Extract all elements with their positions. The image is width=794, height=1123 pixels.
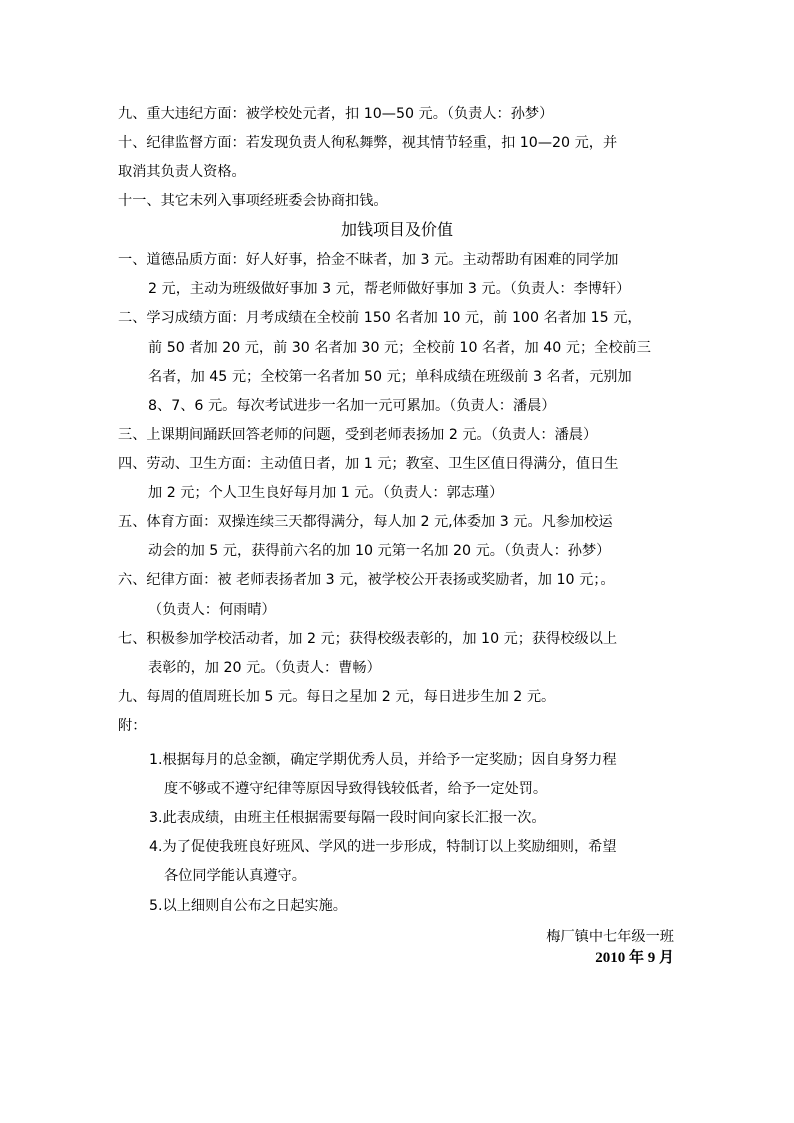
list-item: 二、学习成绩方面：月考成绩在全校前 150 名者加 10 元，前 100 名者加 15 元，	[118, 310, 642, 326]
list-item: 2 元，主动为班级做好事加 3 元，帮老师做好事加 3 元。（负责人：李博轩）	[148, 281, 631, 297]
signature: 梅厂镇中七年级一班	[546, 929, 674, 945]
appendix-item: 5.以上细则自公布之日起实施。	[149, 898, 347, 914]
appendix-item: 3.此表成绩，由班主任根据需要每隔一段时间向家长汇报一次。	[149, 810, 546, 826]
list-item: （负责人：何雨晴）	[148, 602, 276, 618]
appendix-item: 1.根据每月的总金额，确定学期优秀人员，并给予一定奖励；因自身努力程	[149, 752, 617, 768]
section-title: 加钱项目及价值	[340, 220, 453, 239]
text-line: 取消其负责人资格。	[118, 164, 246, 180]
list-item: 七、积极参加学校活动者，加 2 元；获得校级表彰的，加 10 元；获得校级以上	[118, 631, 618, 647]
list-item: 加 2 元；个人卫生良好每月加 1 元。（负责人：郭志瑾）	[148, 485, 504, 501]
appendix-item: 4.为了促使我班良好班风、学风的进一步形成，特制订以上奖励细则，希望	[149, 839, 617, 855]
list-item: 五、体育方面：双操连续三天都得满分，每人加 2 元,体委加 3 元。凡参加校运	[118, 514, 613, 530]
list-item: 动会的加 5 元，获得前六名的加 10 元第一名加 20 元。（负责人：孙梦）	[148, 543, 611, 559]
list-item: 九、每周的值周班长加 5 元。每日之星加 2 元，每日进步生加 2 元。	[118, 689, 556, 705]
list-item: 表彰的，加 20 元。（负责人：曹畅）	[148, 660, 381, 676]
date: 2010 年 9 月	[595, 950, 674, 966]
list-item: 名者，加 45 元；全校第一名者加 50 元；单科成绩在班级前 3 名者，元别加	[148, 369, 632, 385]
list-item: 8、7、6 元。每次考试进步一名加一元可累加。（负责人：潘晨）	[148, 398, 556, 414]
text-line: 十一、其它未列入事项经班委会协商扣钱。	[118, 193, 388, 209]
list-item: 三、上课期间踊跃回答老师的问题，受到老师表扬加 2 元。（负责人：潘晨）	[118, 427, 598, 443]
list-item: 六、纪律方面：被 老师表扬者加 3 元，被学校公开表扬或奖励者，加 10 元；。	[118, 572, 615, 588]
text-line: 十、纪律监督方面：若发现负责人徇私舞弊，视其情节轻重，扣 10—20 元，并	[118, 135, 618, 151]
appendix-item: 度不够或不遵守纪律等原因导致得钱较低者，给予一定处罚。	[164, 781, 548, 797]
appendix-label: 附：	[118, 718, 147, 734]
text-line: 九、重大违纪方面：被学校处元者，扣 10—50 元。（负责人：孙梦）	[118, 106, 554, 122]
appendix-item: 各位同学能认真遵守。	[164, 868, 306, 884]
list-item: 前 50 者加 20 元，前 30 名者加 30 元；全校前 10 名者，加 40 元；全校前三	[148, 340, 651, 356]
list-item: 一、道德品质方面：好人好事，拾金不昧者，加 3 元。主动帮助有困难的同学加	[118, 252, 619, 268]
list-item: 四、劳动、卫生方面：主动值日者，加 1 元；教室、卫生区值日得满分，值日生	[118, 456, 619, 472]
